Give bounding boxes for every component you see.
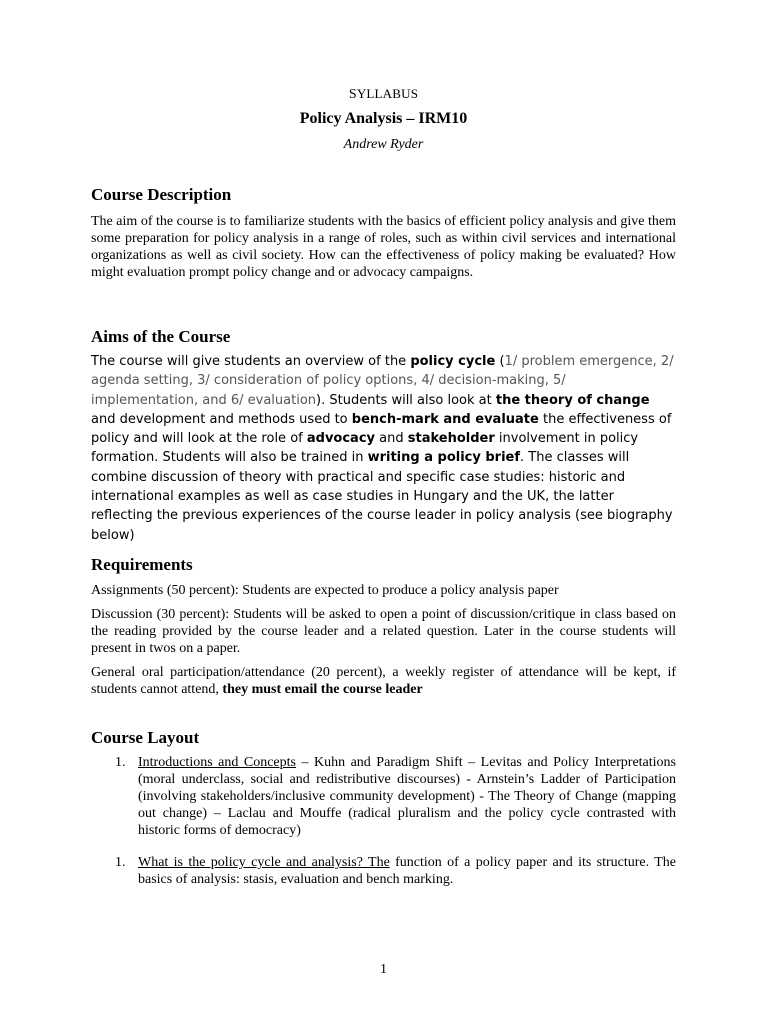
syllabus-label: SYLLABUS	[348, 86, 419, 102]
course-layout-heading: Course Layout	[91, 728, 200, 747]
requirement-assignments: Assignments (50 percent): Students are expected to produce a policy analysis paper	[91, 583, 559, 598]
list-item: 1. What is the policy cycle and analysis? The function of a policy paper and its structure. The basics of analysis: stasis, evaluation and bench marking.	[115, 855, 676, 887]
author-name: Andrew Ryder	[343, 137, 424, 152]
document-page	[91, 0, 676, 1024]
course-layout-list	[91, 754, 676, 839]
requirement-participation: General oral participation/attendance (20 percent), a weekly register of attendance will be kept, if students cannot attend, they must email the course leader	[91, 665, 676, 697]
requirements-heading: Requirements	[91, 555, 193, 574]
aims-heading: Aims of the Course	[91, 327, 231, 346]
course-layout-list-continued	[91, 854, 676, 888]
list-item: 1. Introductions and Concepts – Kuhn and Paradigm Shift – Levitas and Policy Interpretations (moral underclass, social and redistributive discourses) - Arnstein’s Ladder of Participation (involving stakeholders/inclusive community development) - The Theory of Change (mapping out change) – Laclau and Mouffe (radical pluralism and the policy cycle contrasted with historic forms of democracy)	[115, 755, 676, 838]
page-number: 1	[380, 962, 387, 977]
document-title: Policy Analysis – IRM10	[299, 110, 468, 127]
requirement-discussion: Discussion (30 percent): Students will be asked to open a point of discussion/critique in class based on the reading provided by the course leader and a related question. Later in the course students will present in twos on a paper.	[91, 607, 676, 656]
aims-text: The course will give students an overview of the policy cycle (1/ problem emergence, 2/ agenda setting, 3/ consideration of policy options, 4/ decision-making, 5/ implementation, and 6/ evaluation). Students will also look at the theory of change and development and methods used to bench-mark and evaluate the effectiveness of policy and will look at the role of advocacy and stakeholder involvement in policy formation. Students will also be trained in writing a policy brief. The classes will combine discussion of theory with practical and specific case studies: historic and international examples as well as case studies in Hungary and the UK, the latter reflecting the previous experiences of the course leader in policy analysis (see biography below)	[91, 354, 674, 543]
course-description-heading: Course Description	[91, 185, 232, 204]
course-description-text: The aim of the course is to familiarize students with the basics of efficient policy analysis and give them some preparation for policy analysis in a range of roles, such as within civil services and international organizations as well as civil society. How can the effectiveness of policy making be evaluated? How might evaluation prompt policy change and or advocacy campaigns.	[91, 214, 676, 280]
